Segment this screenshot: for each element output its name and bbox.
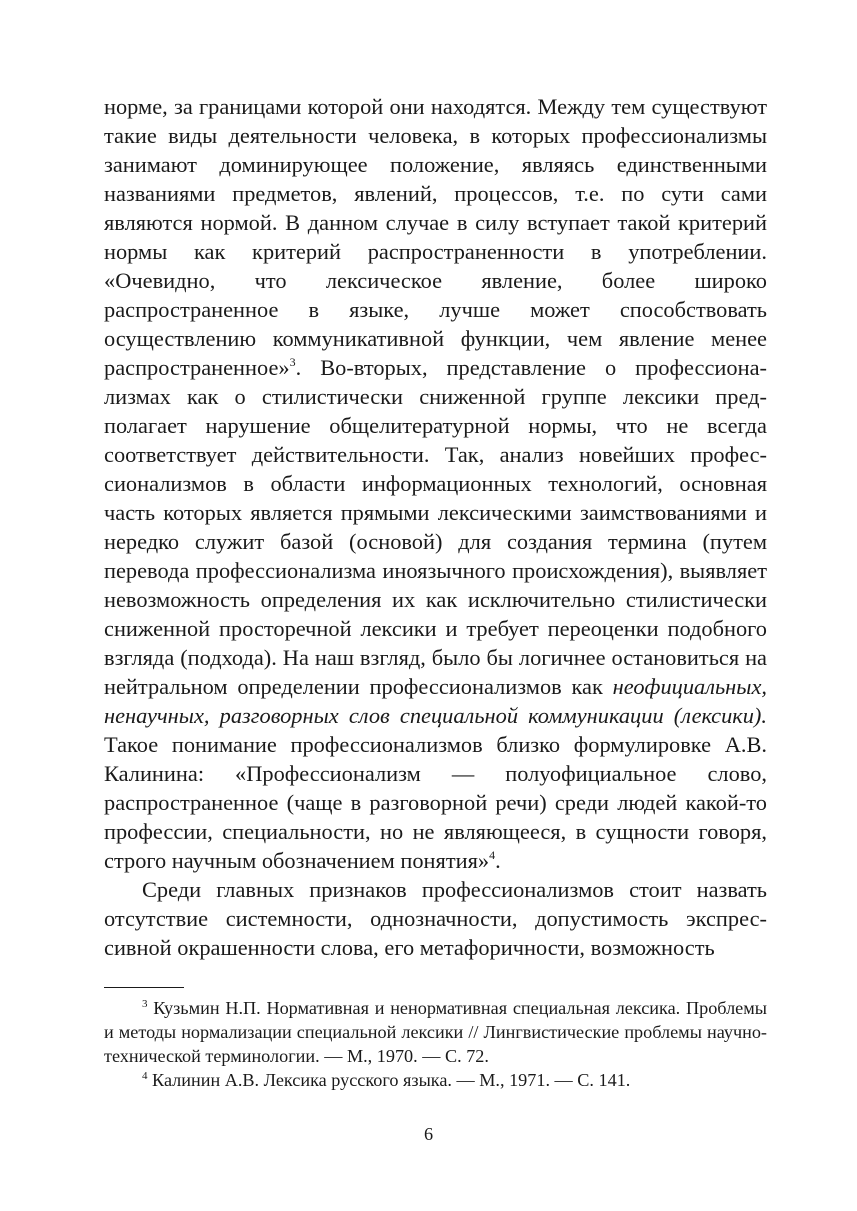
- paragraph-1-text-a: норме, за границами которой они находятся. Между тем существуют такие виды деятельности человека, в которых профессионализмы занимают доминирующее положение, являясь единственными названиями предметов, явлений, процессов, т.е. по сути сами являются нормой. В данном случае в силу вступает такой критерий нормы как критерий распространенности в употреблении. «Очевидно, что лексическое явление, более широко распространенное в языке, лучше может способствовать осуществлению коммуникативной функции, чем явление менее распространенное»: [104, 94, 767, 380]
- footnote-number: 4: [142, 1070, 148, 1082]
- footnote-divider: [104, 987, 184, 988]
- footnote-text: Кузьмин Н.П. Нормативная и ненормативная специальная лексика. Проблемы и методы нормализации специальной лексики // Лингвистические проблемы научно-технической терминологии. — М., 1970. — С. 72.: [104, 998, 767, 1066]
- footnote-number: 3: [142, 998, 148, 1010]
- footnote-ref-3: 3: [289, 355, 296, 369]
- paragraph-1-text-c: Такое понимание профессионализмов близко формулировке А.В. Калинина: «Профессионализм — полуофициальное слово, распространенное (чаще в разговорной речи) среди людей какой-то профессии, специальности, но не являющееся, в сущности говоря, строго научным обозначением понятия»: [104, 732, 767, 873]
- body-paragraph-2: Среди главных признаков профессионализмов стоит назвать отсутствие системности, однозначности, допустимость экспрессивной окрашенности слова, его метафоричности, возможность: [104, 877, 767, 960]
- footnote-4: [104, 1068, 767, 1092]
- footnote-text: Калинин А.В. Лексика русского языка. — М., 1971. — С. 141.: [147, 1070, 631, 1090]
- body-paragraph-1: [104, 92, 767, 875]
- footnotes: [104, 996, 767, 1092]
- paragraph-1-text-b: . Во-вторых, представление о профессионализмах как о стилистически сниженной группе лексики предполагает нарушение общелитературной нормы, что не всегда соответствует действительности. Так, анализ новейших профессионализмов в области информационных технологий, основная часть которых является прямыми лексическими заимствованиями и нередко служит базой (основой) для создания термина (путем перевода профессионализма иноязычного происхождения), выявляет невозможность определения их как исключительно стилистически сниженной просторечной лексики и требует переоценки подобного взгляда (подхода). На наш взгляд, было бы логичнее остановиться на нейтральном определении профессионализмов как: [104, 355, 767, 699]
- paragraph-1-text-d: .: [495, 848, 501, 873]
- page-content: [104, 92, 767, 1092]
- definition-italic: неофициальных, ненаучных, разговорных слов специальной коммуникации (лексики).: [104, 674, 767, 728]
- footnote-ref-4: 4: [489, 848, 496, 862]
- footnote-3: [104, 996, 767, 1068]
- page-number: 6: [423, 1124, 434, 1144]
